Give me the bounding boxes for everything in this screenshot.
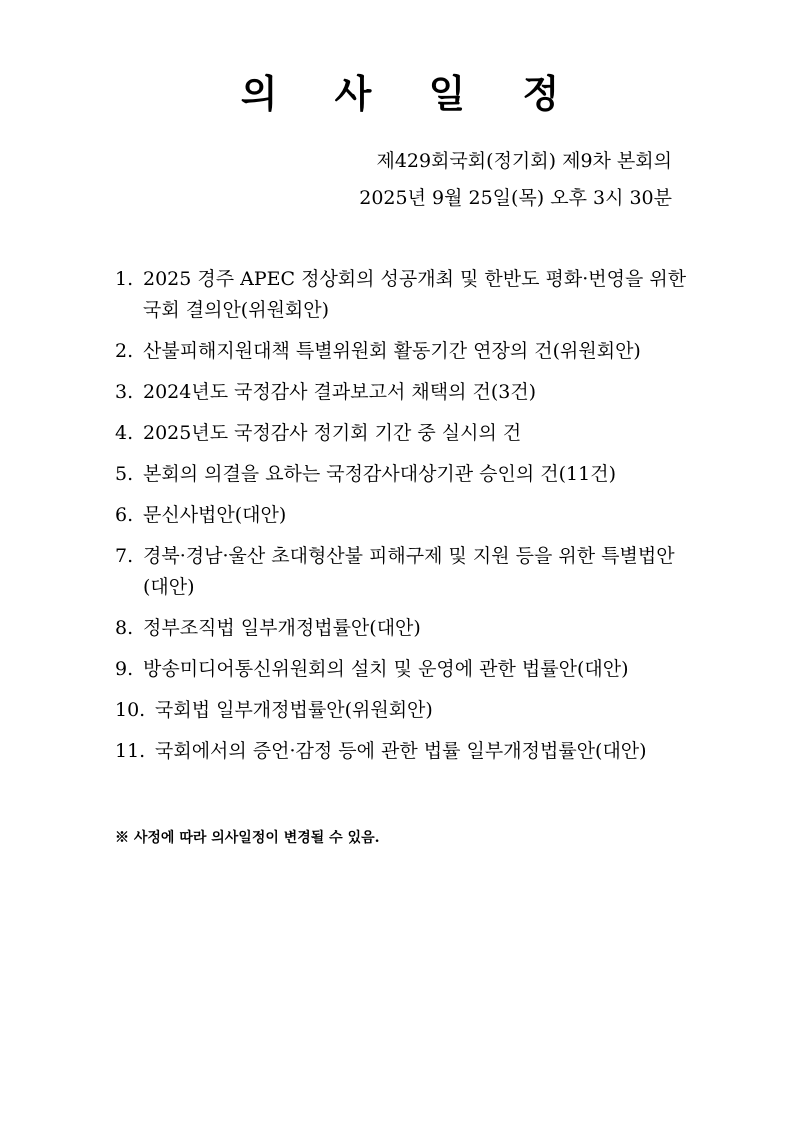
agenda-item (115, 695, 695, 726)
agenda-item-text: 문신사법안(대안) (143, 504, 287, 526)
agenda-item-text: 2024년도 국정감사 결과보고서 채택의 건(3건) (143, 381, 537, 403)
agenda-item-text: 2025년도 국정감사 정기회 기간 중 실시의 건 (143, 422, 522, 444)
agenda-item-number: 2. (115, 340, 134, 362)
agenda-item-text: 경북·경남·울산 초대형산불 피해구제 및 지원 등을 위한 특별법안(대안) (143, 545, 675, 598)
agenda-item (115, 336, 695, 367)
agenda-item-number: 4. (115, 422, 134, 444)
agenda-item-text: 2025 경주 APEC 정상회의 성공개최 및 한반도 평화·번영을 위한 국회 결의안(위원회안) (143, 268, 687, 321)
session-name: 제429회국회(정기회) 제9차 본회의 (376, 150, 672, 172)
agenda-item-number: 1. (115, 268, 134, 290)
agenda-item-number: 9. (115, 658, 134, 680)
agenda-item (115, 459, 695, 490)
agenda-item (115, 264, 695, 326)
agenda-item-number: 7. (115, 545, 134, 567)
agenda-item-number: 11. (115, 740, 146, 762)
agenda-item-text: 정부조직법 일부개정법률안(대안) (143, 617, 421, 639)
agenda-item-text: 본회의 의결을 요하는 국정감사대상기관 승인의 건(11건) (143, 463, 616, 485)
session-info (359, 143, 672, 217)
agenda-item-number: 5. (115, 463, 134, 485)
agenda-item-number: 10. (115, 699, 146, 721)
agenda-item-number: 8. (115, 617, 134, 639)
agenda-item-text: 국회에서의 증언·감정 등에 관한 법률 일부개정법률안(대안) (155, 740, 647, 762)
agenda-item (115, 654, 695, 685)
agenda-item (115, 500, 695, 531)
agenda-item (115, 541, 695, 603)
page-title: 의 사 일 정 (240, 71, 582, 116)
agenda-item (115, 377, 695, 408)
schedule-change-note: ※ 사정에 따라 의사일정이 변경될 수 있음. (115, 830, 380, 846)
agenda-item-text: 국회법 일부개정법률안(위원회안) (155, 699, 433, 721)
agenda-item-number: 3. (115, 381, 134, 403)
agenda-list (115, 264, 695, 777)
agenda-item-number: 6. (115, 504, 134, 526)
agenda-item-text: 산불피해지원대책 특별위원회 활동기간 연장의 건(위원회안) (143, 340, 641, 362)
agenda-item (115, 613, 695, 644)
agenda-item (115, 418, 695, 449)
agenda-item (115, 736, 695, 767)
session-datetime: 2025년 9월 25일(목) 오후 3시 30분 (359, 187, 672, 209)
agenda-item-text: 방송미디어통신위원회의 설치 및 운영에 관한 법률안(대안) (143, 658, 629, 680)
